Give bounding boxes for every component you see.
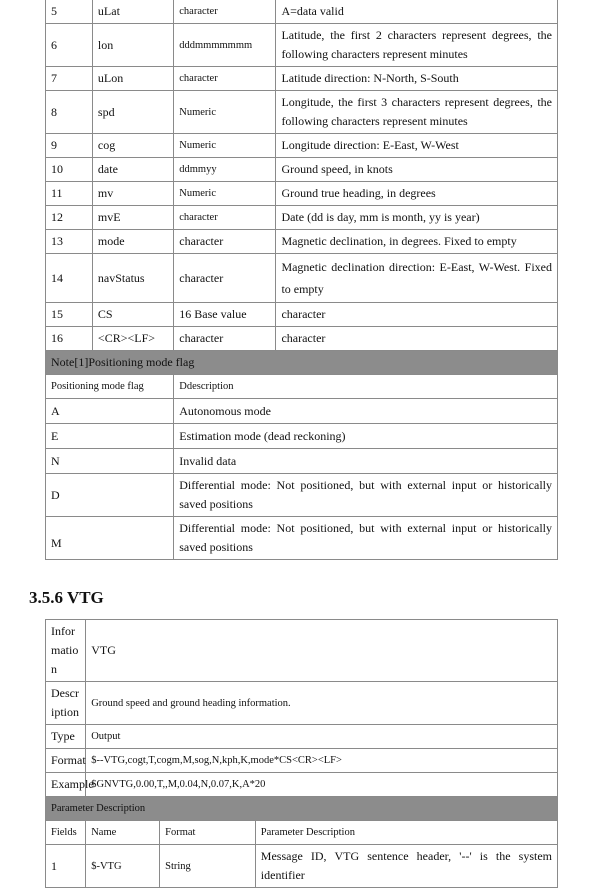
field-format: Numeric [174,91,276,134]
field-number: 1 [46,845,86,888]
field-format: Numeric [174,134,276,158]
mode-row [46,517,558,560]
type-label: Type [46,725,86,749]
field-name: uLat [92,0,173,24]
mode-row [46,424,558,449]
format-label: Format [46,749,86,773]
mode-description-header: Ddescription [174,375,558,399]
parameter-title: Parameter Description [46,797,558,821]
table-row [46,134,558,158]
field-number: 14 [46,254,93,303]
type-value: Output [86,725,558,749]
field-name: mv [92,182,173,206]
field-description: Latitude direction: N-North, S-South [276,67,558,91]
field-name: $-VTG [86,845,160,888]
mode-description: Invalid data [174,449,558,474]
table-row [46,158,558,182]
table-row [46,67,558,91]
mode-flag: N [46,449,174,474]
field-description: Message ID, VTG sentence header, '--' is the system identifier [255,845,557,888]
table-row [46,0,558,24]
field-number: 5 [46,0,93,24]
description-label: Description [46,682,86,725]
field-description: character [276,303,558,327]
table-row [46,254,558,303]
parameter-columns-row [46,821,558,845]
info-row [46,620,558,682]
table-row [46,303,558,327]
table-row [46,230,558,254]
mode-flag: M [46,517,174,560]
mode-header-row [46,375,558,399]
mode-row [46,399,558,424]
field-format: character [174,206,276,230]
name-header: Name [86,821,160,845]
field-format: character [174,327,276,351]
field-number: 12 [46,206,93,230]
format-value: $--VTG,cogt,T,cogm,M,sog,N,kph,K,mode*CS<CR><LF> [86,749,558,773]
field-format: character [174,0,276,24]
note-title: Note[1]Positioning mode flag [46,351,558,375]
mode-description: Differential mode: Not positioned, but with external input or historically saved positions [174,517,558,560]
field-name: CS [92,303,173,327]
field-name: lon [92,24,173,67]
mode-flag: D [46,474,174,517]
example-row [46,773,558,797]
field-name: mvE [92,206,173,230]
field-description: A=data valid [276,0,558,24]
field-number: 9 [46,134,93,158]
field-format: Numeric [174,182,276,206]
mode-row [46,474,558,517]
field-format: dddmmmmmmm [174,24,276,67]
field-description: Ground true heading, in degrees [276,182,558,206]
field-name: uLon [92,67,173,91]
field-description: Longitude direction: E-East, W-West [276,134,558,158]
field-number: 10 [46,158,93,182]
section-title: 3.5.6 VTG [29,588,104,607]
field-format: 16 Base value [174,303,276,327]
field-name: cog [92,134,173,158]
field-description: character [276,327,558,351]
field-name: <CR><LF> [92,327,173,351]
mode-description: Estimation mode (dead reckoning) [174,424,558,449]
field-name: spd [92,91,173,134]
mode-flag: E [46,424,174,449]
mode-description: Differential mode: Not positioned, but with external input or historically saved positions [174,474,558,517]
fields-header: Fields [46,821,86,845]
description-value: Ground speed and ground heading information. [86,682,558,725]
field-number: 15 [46,303,93,327]
field-description: Latitude, the first 2 characters represent degrees, the following characters represent minutes [276,24,558,67]
type-row [46,725,558,749]
field-description: Magnetic declination direction: E-East, W-West. Fixed to empty [276,254,558,303]
description-row [46,682,558,725]
format-header: Format [160,821,256,845]
field-number: 8 [46,91,93,134]
table-row [46,206,558,230]
field-number: 13 [46,230,93,254]
field-description: Longitude, the first 3 characters represent degrees, the following characters represent minutes [276,91,558,134]
field-description: Ground speed, in knots [276,158,558,182]
info-label: Information [46,620,86,682]
field-format: String [160,845,256,888]
field-number: 7 [46,67,93,91]
table-row [46,182,558,206]
field-name: mode [92,230,173,254]
note-header-row [46,351,558,375]
field-format: character [174,254,276,303]
gprmc-fields-table [45,0,558,560]
field-format: character [174,230,276,254]
field-number: 11 [46,182,93,206]
field-format: ddmmyy [174,158,276,182]
field-name: navStatus [92,254,173,303]
table-row [46,91,558,134]
parameter-header-row [46,797,558,821]
field-number: 16 [46,327,93,351]
parameter-description-header: Parameter Description [255,821,557,845]
field-description: Date (dd is day, mm is month, yy is year) [276,206,558,230]
mode-row [46,449,558,474]
example-value: $GNVTG,0.00,T,,M,0.04,N,0.07,K,A*20 [86,773,558,797]
field-description: Magnetic declination, in degrees. Fixed to empty [276,230,558,254]
table-row [46,24,558,67]
field-number: 6 [46,24,93,67]
mode-flag: A [46,399,174,424]
vtg-table [45,619,558,888]
example-label: Example [46,773,86,797]
table-row [46,327,558,351]
table-row [46,845,558,888]
format-row [46,749,558,773]
field-name: date [92,158,173,182]
info-value: VTG [86,620,558,682]
mode-flag-header: Positioning mode flag [46,375,174,399]
field-format: character [174,67,276,91]
mode-description: Autonomous mode [174,399,558,424]
